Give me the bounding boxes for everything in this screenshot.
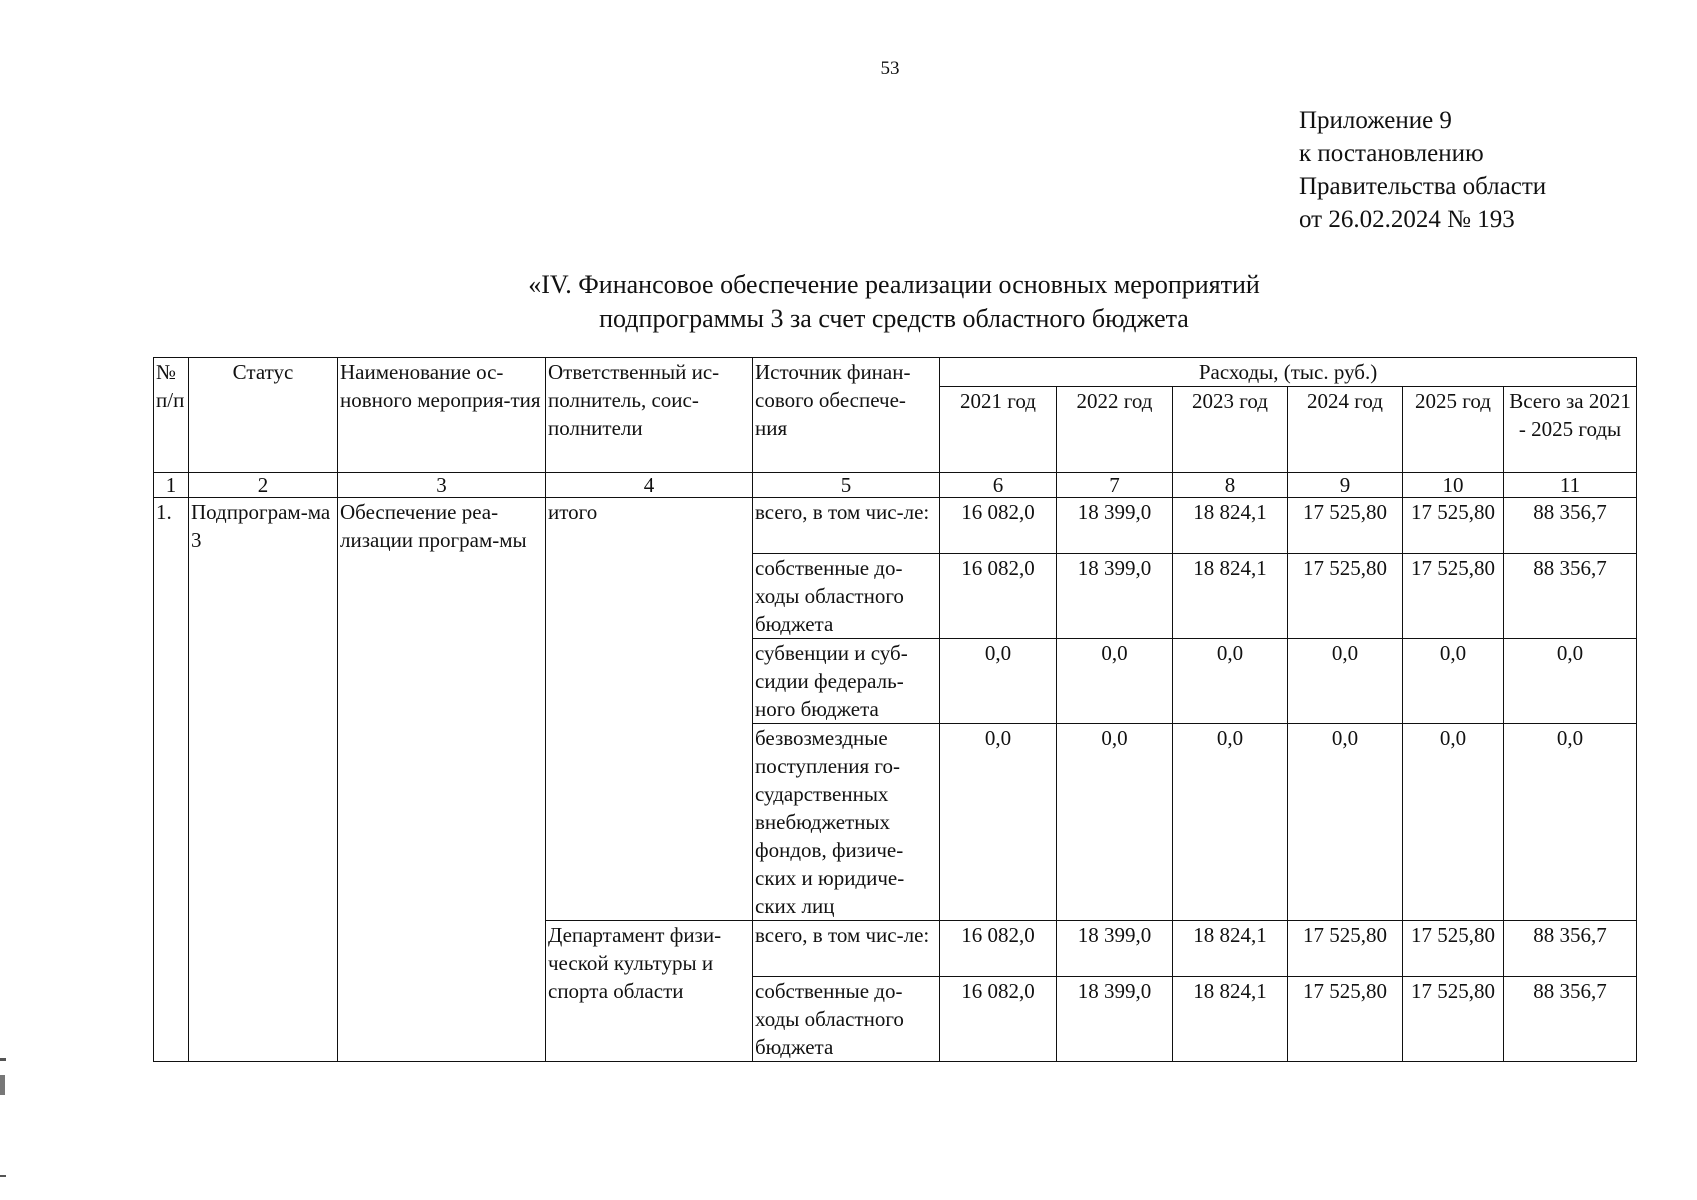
value-total: 0,0 bbox=[1504, 639, 1637, 724]
value-total: 0,0 bbox=[1504, 724, 1637, 921]
scan-artifact bbox=[0, 1058, 6, 1061]
header-name: Наименование ос-новного мероприя-тия bbox=[338, 358, 546, 473]
executor-cell: Департамент физи-ческой культуры и спорта области bbox=[546, 921, 753, 1062]
value-2024: 17 525,80 bbox=[1288, 977, 1403, 1062]
column-number: 7 bbox=[1057, 473, 1173, 498]
value-2022: 18 399,0 bbox=[1057, 554, 1173, 639]
header-num: № п/п bbox=[154, 358, 189, 473]
value-2022: 0,0 bbox=[1057, 724, 1173, 921]
value-total: 88 356,7 bbox=[1504, 977, 1637, 1062]
executor-cell: итого bbox=[546, 498, 753, 921]
value-total: 88 356,7 bbox=[1504, 921, 1637, 977]
header-year-2022: 2022 год bbox=[1057, 387, 1173, 473]
value-2021: 0,0 bbox=[940, 639, 1057, 724]
column-number: 6 bbox=[940, 473, 1057, 498]
appendix-line: от 26.02.2024 № 193 bbox=[1299, 206, 1515, 233]
appendix-line: Правительства области bbox=[1299, 173, 1547, 200]
source-cell: всего, в том чис-ле: bbox=[753, 498, 940, 554]
value-2021: 16 082,0 bbox=[940, 498, 1057, 554]
value-2022: 18 399,0 bbox=[1057, 921, 1173, 977]
status-cell: Подпрограм-ма 3 bbox=[189, 498, 338, 1062]
header-year-2025: 2025 год bbox=[1403, 387, 1504, 473]
value-2022: 18 399,0 bbox=[1057, 498, 1173, 554]
value-2023: 18 824,1 bbox=[1173, 554, 1288, 639]
header-source: Источник финан-сового обеспече-ния bbox=[753, 358, 940, 473]
value-2025: 17 525,80 bbox=[1403, 921, 1504, 977]
table-row bbox=[154, 498, 1637, 554]
value-2025: 0,0 bbox=[1403, 639, 1504, 724]
header-total: Всего за 2021 - 2025 годы bbox=[1504, 387, 1637, 473]
appendix-line: Приложение 9 bbox=[1299, 107, 1452, 134]
page-number: 53 bbox=[880, 58, 900, 79]
column-number: 9 bbox=[1288, 473, 1403, 498]
column-number: 4 bbox=[546, 473, 753, 498]
column-number: 8 bbox=[1173, 473, 1288, 498]
column-number: 3 bbox=[338, 473, 546, 498]
value-2023: 0,0 bbox=[1173, 724, 1288, 921]
value-2021: 16 082,0 bbox=[940, 554, 1057, 639]
value-2023: 18 824,1 bbox=[1173, 498, 1288, 554]
value-2021: 16 082,0 bbox=[940, 921, 1057, 977]
value-2024: 17 525,80 bbox=[1288, 554, 1403, 639]
scan-artifact bbox=[0, 1075, 5, 1095]
source-cell: субвенции и суб-сидии федераль-ного бюджета bbox=[753, 639, 940, 724]
header-year-2023: 2023 год bbox=[1173, 387, 1288, 473]
scan-artifact bbox=[0, 1175, 6, 1177]
header-year-2024: 2024 год bbox=[1288, 387, 1403, 473]
header-executor: Ответственный ис-полнитель, соис-полнители bbox=[546, 358, 753, 473]
value-total: 88 356,7 bbox=[1504, 554, 1637, 639]
value-2025: 17 525,80 bbox=[1403, 498, 1504, 554]
value-2024: 17 525,80 bbox=[1288, 498, 1403, 554]
document-title bbox=[0, 268, 1697, 336]
title-line: «IV. Финансовое обеспечение реализации основных мероприятий bbox=[528, 270, 1260, 299]
header-row bbox=[154, 358, 1637, 387]
title-line: подпрограммы 3 за счет средств областного бюджета bbox=[599, 304, 1189, 333]
value-2021: 0,0 bbox=[940, 724, 1057, 921]
financing-table bbox=[153, 357, 1637, 1062]
value-2021: 16 082,0 bbox=[940, 977, 1057, 1062]
source-cell: безвозмездные поступления го-сударственных внебюджетных фондов, физиче-ских и юридиче-ских лиц bbox=[753, 724, 940, 921]
header-expenses: Расходы, (тыс. руб.) bbox=[940, 358, 1637, 387]
value-2025: 17 525,80 bbox=[1403, 977, 1504, 1062]
column-number: 10 bbox=[1403, 473, 1504, 498]
value-2025: 17 525,80 bbox=[1403, 554, 1504, 639]
column-number: 1 bbox=[154, 473, 189, 498]
activity-name-cell: Обеспечение реа-лизации програм-мы bbox=[338, 498, 546, 1062]
value-2025: 0,0 bbox=[1403, 724, 1504, 921]
value-2024: 0,0 bbox=[1288, 639, 1403, 724]
source-cell: собственные до-ходы областного бюджета bbox=[753, 554, 940, 639]
row-number: 1. bbox=[154, 498, 189, 1062]
source-cell: собственные до-ходы областного бюджета bbox=[753, 977, 940, 1062]
column-numbers-row bbox=[154, 473, 1637, 498]
value-2023: 0,0 bbox=[1173, 639, 1288, 724]
column-number: 2 bbox=[189, 473, 338, 498]
source-cell: всего, в том чис-ле: bbox=[753, 921, 940, 977]
header-year-2021: 2021 год bbox=[940, 387, 1057, 473]
value-2022: 0,0 bbox=[1057, 639, 1173, 724]
value-2023: 18 824,1 bbox=[1173, 977, 1288, 1062]
value-2024: 17 525,80 bbox=[1288, 921, 1403, 977]
column-number: 11 bbox=[1504, 473, 1637, 498]
value-total: 88 356,7 bbox=[1504, 498, 1637, 554]
value-2024: 0,0 bbox=[1288, 724, 1403, 921]
value-2023: 18 824,1 bbox=[1173, 921, 1288, 977]
value-2022: 18 399,0 bbox=[1057, 977, 1173, 1062]
header-status: Статус bbox=[189, 358, 338, 473]
appendix-block bbox=[1299, 104, 1546, 236]
column-number: 5 bbox=[753, 473, 940, 498]
appendix-line: к постановлению bbox=[1299, 140, 1484, 167]
